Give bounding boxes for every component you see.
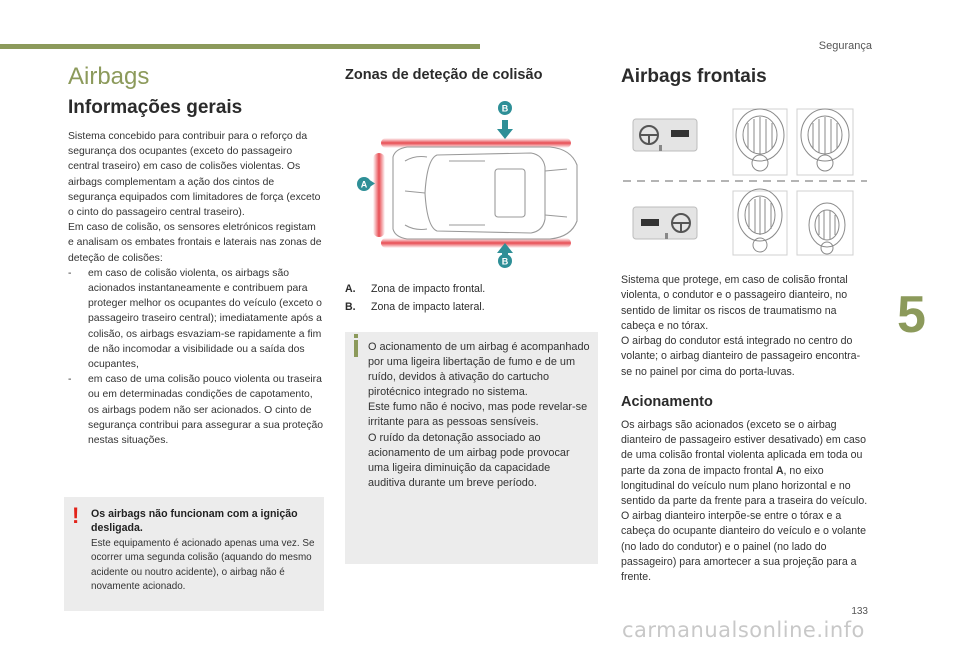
arrow-down-icon [497,120,513,139]
dashboard-slot-icon [671,130,689,137]
section-heading-activation: Acionamento [621,394,713,410]
legend-key: B. [345,301,356,313]
warning-box [64,497,324,611]
watermark: carmanualsonline.info [622,618,865,642]
section-heading-zones: Zonas de deteção de colisão [345,67,543,83]
label-a-text: A [360,179,368,190]
warning-title: Os airbags não funcionam com a ignição desligada. [91,508,298,534]
info-icon [354,340,358,357]
label-b-text: B [501,256,509,267]
front-impact-zone [373,153,385,237]
diagram-legend [345,280,598,316]
bullet-text: em caso de uma colisão pouco violenta ou traseira ou em determinadas condições de capotamento, os airbags podem não ser acionados. O cinto de segurança contribui para assegurar a sua proteção nestas situações. [88,374,324,447]
section-heading-general: Informações gerais [68,97,243,118]
car-outline [393,147,577,239]
bullet-dash: - [68,267,72,279]
section-heading-front-airbags: Airbags frontais [621,66,767,87]
dashboard-panel-bottom [633,207,697,239]
label-b-text: B [501,103,509,114]
zone-label-b-bottom [498,254,512,268]
zone-ref-a: A [775,464,784,477]
page-title: Airbags [68,63,150,90]
intro-text-2: Em caso de colisão, os sensores eletrónicos registam e analisam os embates frontais e laterais nas zonas de deteção de colisões: [68,222,322,264]
legend-item [345,298,598,316]
legend-text: Zona de impacto frontal. [371,283,486,295]
front-airbags-paragraph: Sistema que protege, em caso de colisão frontal violenta, o condutor e o passageiro dianteiro, no sentido de limitar os riscos de traumatismo na cabeça e no tórax. O airbag do condutor está integrado no centro do volante; o airbag dianteiro de passageiro encontra-se no painel por cima do porta-luvas. [621,274,861,378]
dashboard-panel-top [633,119,697,151]
occupant-airbags [733,109,853,255]
column-general-info [68,63,324,448]
activation-text-1: Os airbags são acionados (exceto se o airbag dianteiro de passageiro estiver desativado) em caso de uma colisão frontal violenta aplicada em toda ou parte da zona de impacto frontal [621,419,866,477]
activation-text-2: , no eixo longitudinal do veículo num plano horizontal e no sentido da parte da frente para a traseira do veículo. O airbag dianteiro interpõe-se entre o tórax e a cabeça do ocupante dianteiro do veículo e o volante (no lado do condutor) e o painel (no lado do passageiro) para amortecer a sua projeção para a frente. [621,464,868,584]
chapter-number: 5 [897,286,926,344]
bullet-list [68,266,324,448]
list-item [68,372,324,448]
zone-label-a [357,177,371,191]
dashboard-slot-icon [641,219,659,226]
info-box [345,332,598,564]
column-detection-zones [345,67,598,83]
bullet-dash: - [68,374,72,386]
page-number: 133 [851,606,868,617]
intro-paragraph [68,129,324,266]
legend-item [345,280,598,298]
warning-text: Este equipamento é acionado apenas uma vez. Se ocorrer uma segunda colisão (aquando do mesmo acidente ou noutro acidente), o airbag não é novamente acionado. [91,538,315,593]
section-title: Segurança [818,40,872,52]
legend-text: Zona de impacto lateral. [371,301,485,313]
intro-text-1: Sistema concebido para contribuir para o reforço da segurança dos ocupantes (exceto do passageiro central traseiro) em caso de colisões violentas. Os airbags complementam a ação dos cintos de segurança equipados com limitadores de força (exceto o cinto do passageiro central traseiro). [68,131,321,219]
warning-icon: ! [72,503,80,528]
header-accent-bar [0,44,480,49]
list-item [68,266,324,372]
impact-zones-diagram [345,95,598,270]
bullet-text: em caso de colisão violenta, os airbags são acionados instantaneamente e contribuem para proteger melhor os ocupantes do veículo (exceto o passageiro traseiro central); imediatamente após a colisão, os airbags esvaziam-se rapidamente a fim de não incomodar a visibilidade ou a saída dos ocupantes, [88,267,322,371]
info-text: O acionamento de um airbag é acompanhado por uma ligeira libertação de fumo e de um ruído, devidos à ativação do cartucho pirotécnico integrado no sistema. Este fumo não é nocivo, mas pode revelar-se irritante para as pessoas sensíveis. O ruído da detonação associado ao acionamento de um airbag pode provocar uma ligeira diminuição da capacidade auditiva durante um breve período. [368,341,590,489]
activation-paragraph [621,418,873,585]
front-airbags-diagram [621,97,869,257]
legend-key: A. [345,283,356,295]
zone-label-b-top [498,101,512,115]
